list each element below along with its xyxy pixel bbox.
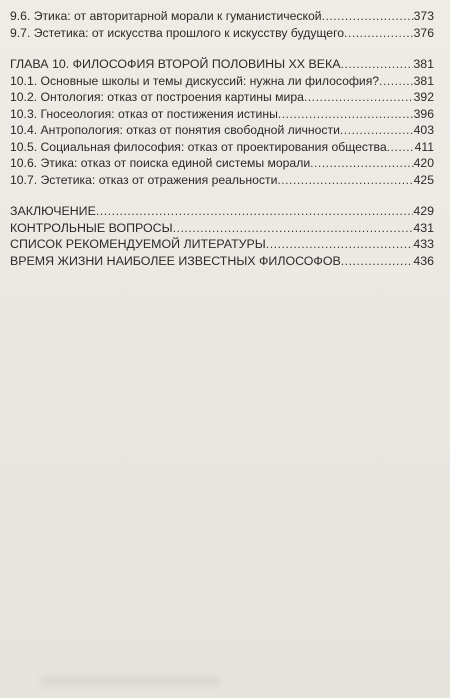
toc-entry	[10, 106, 434, 123]
toc-entry-title: КОНТРОЛЬНЫЕ ВОПРОСЫ	[10, 220, 173, 235]
toc-entry	[10, 155, 434, 172]
leader-dots	[341, 253, 414, 270]
toc-entry-page: 392	[413, 90, 434, 104]
toc-entry-title: 10.5. Социальная философия: отказ от проектирования общества	[10, 139, 387, 154]
leader-dots	[96, 203, 413, 220]
leader-dots	[277, 172, 413, 189]
leader-dots	[278, 106, 414, 123]
leader-dots	[379, 73, 414, 90]
toc-section-chapter-9-end	[10, 8, 434, 41]
toc-entry	[10, 253, 434, 270]
paper-smudge	[40, 676, 220, 686]
toc-entry-title: 10.7. Эстетика: отказ от отражения реальности	[10, 172, 278, 187]
toc-entry-page: 411	[414, 139, 434, 154]
toc-entry	[10, 25, 434, 42]
toc-entry	[10, 220, 434, 237]
toc-entry-title: ГЛАВА 10. ФИЛОСОФИЯ ВТОРОЙ ПОЛОВИНЫ XX ВЕКА	[10, 57, 341, 71]
toc-entry-page: 381	[413, 57, 434, 71]
toc-entry-title: 10.2. Онтология: отказ от построения картины мира	[10, 90, 304, 104]
leader-dots	[340, 122, 414, 139]
toc-entry-page: 376	[413, 25, 434, 40]
toc-entry-title: 10.3. Гносеология: отказ от постижения истины	[10, 106, 278, 121]
toc-entry-page: 429	[413, 204, 434, 218]
leader-dots	[344, 25, 414, 42]
toc-entry	[10, 8, 434, 25]
leader-dots	[173, 220, 414, 237]
toc-chapter-heading	[10, 56, 434, 73]
toc-entry-page: 425	[413, 172, 434, 187]
leader-dots	[387, 139, 415, 156]
toc-entry-title: 10.1. Основные школы и темы дискуссий: нужна ли философия?	[10, 73, 380, 88]
toc-entry-page: 396	[413, 106, 434, 121]
toc-entry-page: 433	[413, 237, 434, 251]
toc-entry-page: 381	[413, 73, 434, 88]
leader-dots	[310, 155, 414, 172]
toc-entry-page: 431	[413, 220, 434, 235]
toc-entry-page: 420	[413, 156, 434, 170]
toc-section-appendices	[10, 203, 434, 269]
toc-entry-title: 10.4. Антропология: отказ от понятия свободной личности	[10, 123, 340, 137]
toc-entry-page: 403	[413, 123, 434, 137]
leader-dots	[266, 236, 414, 253]
leader-dots	[341, 56, 414, 73]
toc-entry-title: 9.6. Этика: от авторитарной морали к гуманистической	[10, 9, 322, 23]
toc-entry	[10, 122, 434, 139]
toc-entry-title: ВРЕМЯ ЖИЗНИ НАИБОЛЕЕ ИЗВЕСТНЫХ ФИЛОСОФОВ	[10, 253, 341, 268]
leader-dots	[304, 89, 414, 106]
leader-dots	[322, 8, 414, 25]
toc-entry	[10, 139, 434, 156]
table-of-contents	[10, 8, 434, 269]
toc-entry-title: ЗАКЛЮЧЕНИЕ	[10, 204, 96, 218]
toc-entry-page: 373	[413, 9, 434, 23]
toc-section-chapter-10	[10, 56, 434, 188]
toc-entry	[10, 203, 434, 220]
toc-entry-title: 9.7. Эстетика: от искусства прошлого к искусству будущего	[10, 25, 345, 40]
toc-entry	[10, 172, 434, 189]
toc-entry-title: СПИСОК РЕКОМЕНДУЕМОЙ ЛИТЕРАТУРЫ	[10, 237, 266, 251]
toc-entry-title: 10.6. Этика: отказ от поиска единой системы морали	[10, 156, 311, 170]
toc-entry	[10, 89, 434, 106]
toc-entry	[10, 236, 434, 253]
toc-entry	[10, 73, 434, 90]
toc-entry-page: 436	[413, 253, 434, 268]
